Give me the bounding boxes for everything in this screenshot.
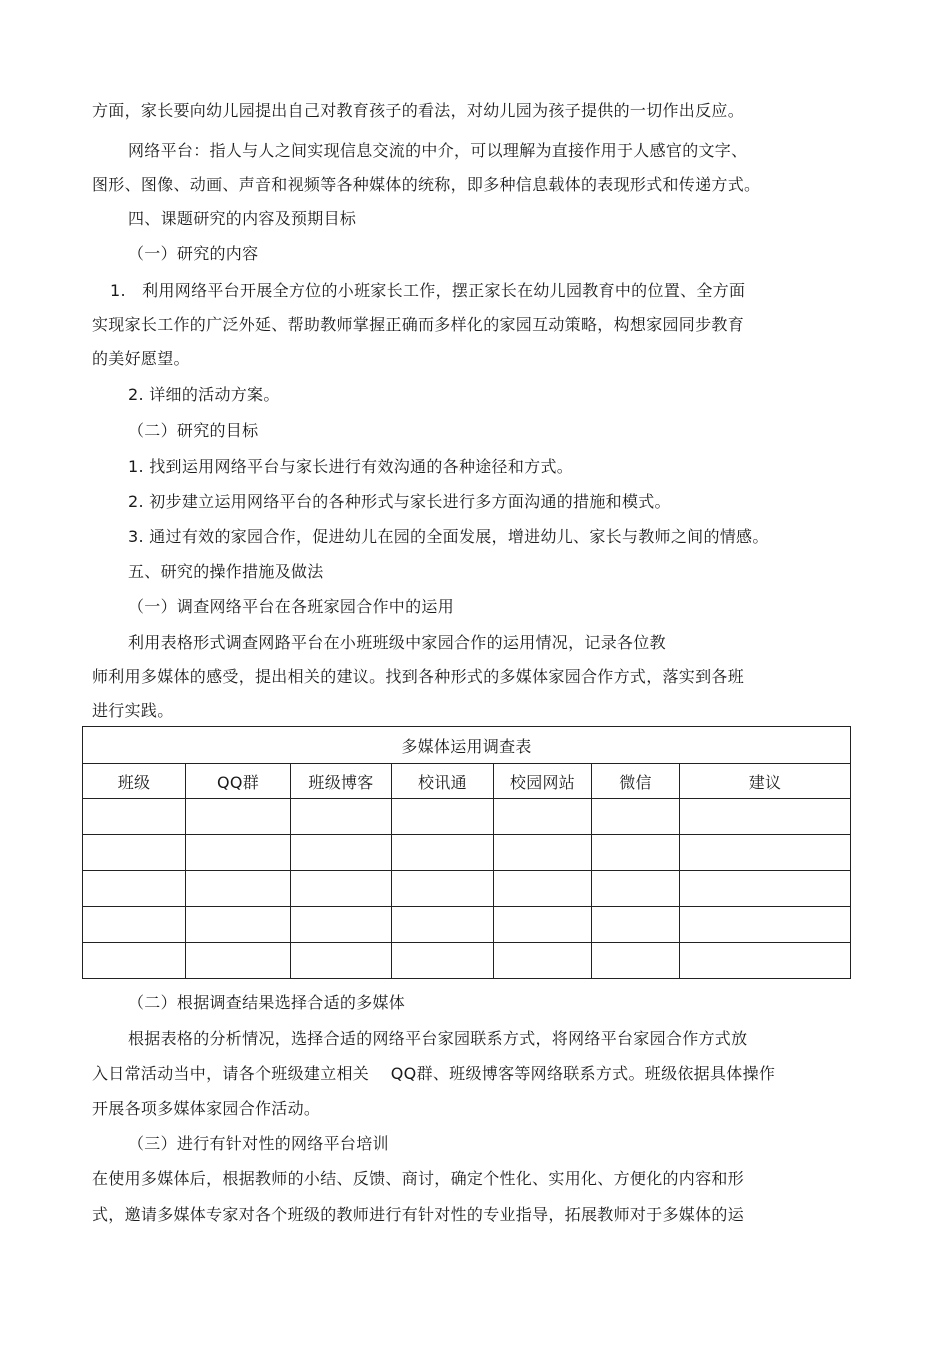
paragraph-line: 进行实践。 [92, 701, 174, 720]
subsection-heading: （一）研究的内容 [128, 244, 259, 263]
subsection-heading: （一）调查网络平台在各班家园合作中的运用 [128, 597, 455, 616]
table-cell [186, 799, 291, 835]
table-row [83, 907, 851, 943]
table-cell [186, 943, 291, 979]
table-cell [494, 907, 592, 943]
table-cell [592, 907, 680, 943]
table-cell [494, 871, 592, 907]
column-header: 建议 [680, 764, 851, 799]
list-item: 1. 利用网络平台开展全方位的小班家长工作，摆正家长在幼儿园教育中的位置、全方面 [110, 281, 746, 300]
table-cell [83, 799, 186, 835]
paragraph-line: 图形、图像、动画、声音和视频等各种媒体的统称，即多种信息载体的表现形式和传递方式。 [92, 175, 761, 194]
paragraph-line: 师利用多媒体的感受，提出相关的建议。找到各种形式的多媒体家园合作方式，落实到各班 [92, 667, 745, 686]
table-cell [186, 835, 291, 871]
paragraph-line: 根据表格的分析情况，选择合适的网络平台家园联系方式，将网络平台家园合作方式放 [128, 1029, 748, 1048]
paragraph-line: 利用表格形式调查网路平台在小班班级中家园合作的运用情况，记录各位教 [128, 633, 666, 652]
list-item: 2. 初步建立运用网络平台的各种形式与家长进行多方面沟通的措施和模式。 [128, 492, 671, 511]
table-cell [494, 835, 592, 871]
subsection-heading: （二）根据调查结果选择合适的多媒体 [128, 993, 406, 1012]
table-cell [291, 799, 392, 835]
table-cell [186, 907, 291, 943]
table-cell [680, 907, 851, 943]
list-item: 3. 通过有效的家园合作，促进幼儿在园的全面发展，增进幼儿、家长与教师之间的情感。 [128, 527, 769, 546]
section-heading: 五、研究的操作措施及做法 [128, 562, 324, 581]
paragraph-line: 方面，家长要向幼儿园提出自己对教育孩子的看法，对幼儿园为孩子提供的一切作出反应。 [92, 101, 745, 120]
table-cell [392, 835, 494, 871]
paragraph-line: 开展各项多媒体家园合作活动。 [92, 1099, 321, 1118]
table-cell [680, 835, 851, 871]
table-cell [392, 907, 494, 943]
table-title: 多媒体运用调查表 [83, 727, 851, 764]
table-cell [592, 943, 680, 979]
paragraph-line: 入日常活动当中，请各个班级建立相关 QQ群、班级博客等网络联系方式。班级依据具体操作 [92, 1064, 776, 1083]
column-header: 班级 [83, 764, 186, 799]
table-cell [680, 871, 851, 907]
table-cell [392, 799, 494, 835]
table-cell [83, 835, 186, 871]
table-row [83, 943, 851, 979]
table-cell [291, 907, 392, 943]
table-header-row [83, 764, 851, 799]
paragraph-line: 网络平台：指人与人之间实现信息交流的中介，可以理解为直接作用于人感官的文字、 [128, 141, 748, 160]
column-header: QQ群 [186, 764, 291, 799]
table-cell [291, 835, 392, 871]
table-cell [83, 943, 186, 979]
table-cell [392, 943, 494, 979]
paragraph-line: 式，邀请多媒体专家对各个班级的教师进行有针对性的专业指导，拓展教师对于多媒体的运 [92, 1205, 745, 1224]
subsection-heading: （三）进行有针对性的网络平台培训 [128, 1134, 389, 1153]
paragraph-line: 实现家长工作的广泛外延、帮助教师掌握正确而多样化的家园互动策略，构想家园同步教育 [92, 315, 745, 334]
table-cell [291, 943, 392, 979]
column-header: 班级博客 [291, 764, 392, 799]
paragraph-line: 的美好愿望。 [92, 349, 190, 368]
table-cell [83, 871, 186, 907]
paragraph-line: 在使用多媒体后，根据教师的小结、反馈、商讨，确定个性化、实用化、方便化的内容和形 [92, 1169, 745, 1188]
table-cell [186, 871, 291, 907]
table-cell [392, 871, 494, 907]
column-header: 校园网站 [494, 764, 592, 799]
column-header: 微信 [592, 764, 680, 799]
table-cell [592, 799, 680, 835]
survey-table [82, 726, 851, 979]
table-row [83, 799, 851, 835]
column-header: 校讯通 [392, 764, 494, 799]
table-row [83, 835, 851, 871]
table-cell [291, 871, 392, 907]
table-cell [592, 871, 680, 907]
table-cell [83, 907, 186, 943]
table-cell [592, 835, 680, 871]
table-cell [680, 799, 851, 835]
table-cell [494, 943, 592, 979]
list-item: 2. 详细的活动方案。 [128, 385, 280, 404]
subsection-heading: （二）研究的目标 [128, 421, 259, 440]
list-item: 1. 找到运用网络平台与家长进行有效沟通的各种途径和方式。 [128, 457, 574, 476]
table-row [83, 871, 851, 907]
table-cell [680, 943, 851, 979]
table-cell [494, 799, 592, 835]
section-heading: 四、课题研究的内容及预期目标 [128, 209, 357, 228]
